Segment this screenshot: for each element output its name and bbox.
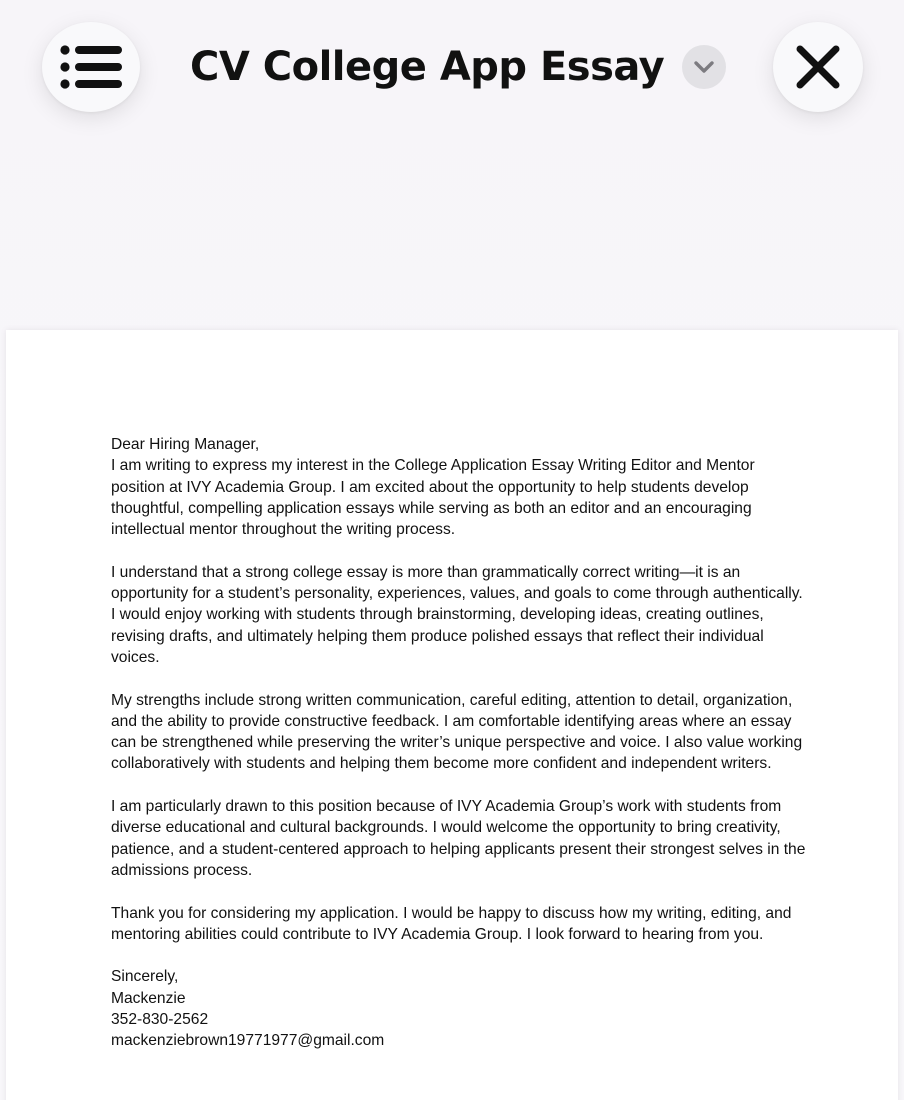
close-icon <box>795 44 841 90</box>
close-button[interactable] <box>773 22 863 112</box>
title-area[interactable] <box>190 38 726 96</box>
phone-number: 352-830-2562 <box>111 1011 209 1029</box>
menu-button[interactable] <box>42 22 140 112</box>
paragraph-2: I understand that a strong college essay is more than grammatically correct writing—it is an opportunity for a student’s personality, experiences, values, and goals to come through authentically. I would enjoy working with students through brainstorming, developing ideas, creating outlines, revising drafts, and ultimately helping them produce polished essays that reflect their individual voices. <box>111 563 803 666</box>
signature-name: Mackenzie <box>111 989 186 1007</box>
document-page[interactable] <box>6 330 898 1100</box>
salutation: Dear Hiring Manager, <box>111 436 260 453</box>
list-icon <box>60 44 122 90</box>
document-title: CV College App Essay <box>190 44 665 90</box>
paragraph-1: I am writing to express my interest in the College Application Essay Writing Editor and Mentor position at IVY Academia Group. I am excited about the opportunity to help students develop thoughtful, compelling application essays while serving as both an editor and an encouraging intellectual mentor throughout the writing process. <box>111 457 755 539</box>
chevron-down-icon <box>693 60 715 74</box>
paragraph-3: My strengths include strong written communication, careful editing, attention to detail, organization, and the ability to provide constructive feedback. I am comfortable identifying areas where an essay can be strengthened while preserving the writer’s unique perspective and voice. I also value working collaboratively with students and helping them become more confident and independent writers. <box>111 691 803 773</box>
top-bar <box>0 0 904 140</box>
email-address: mackenziebrown19771977@gmail.com <box>111 1032 385 1050</box>
title-dropdown-button[interactable] <box>682 45 726 89</box>
cover-letter-body <box>111 434 811 1052</box>
paragraph-4: I am particularly drawn to this position because of IVY Academia Group’s work with students from diverse educational and cultural backgrounds. I would welcome the opportunity to bring creativity, patience, and a student-centered approach to helping applicants present their strongest selves in the admissions process. <box>111 798 806 879</box>
paragraph-5: Thank you for considering my application. I would be happy to discuss how my writing, editing, and mentoring abilities could contribute to IVY Academia Group. I look forward to hearing from you. <box>111 904 792 943</box>
closing: Sincerely, <box>111 968 179 986</box>
